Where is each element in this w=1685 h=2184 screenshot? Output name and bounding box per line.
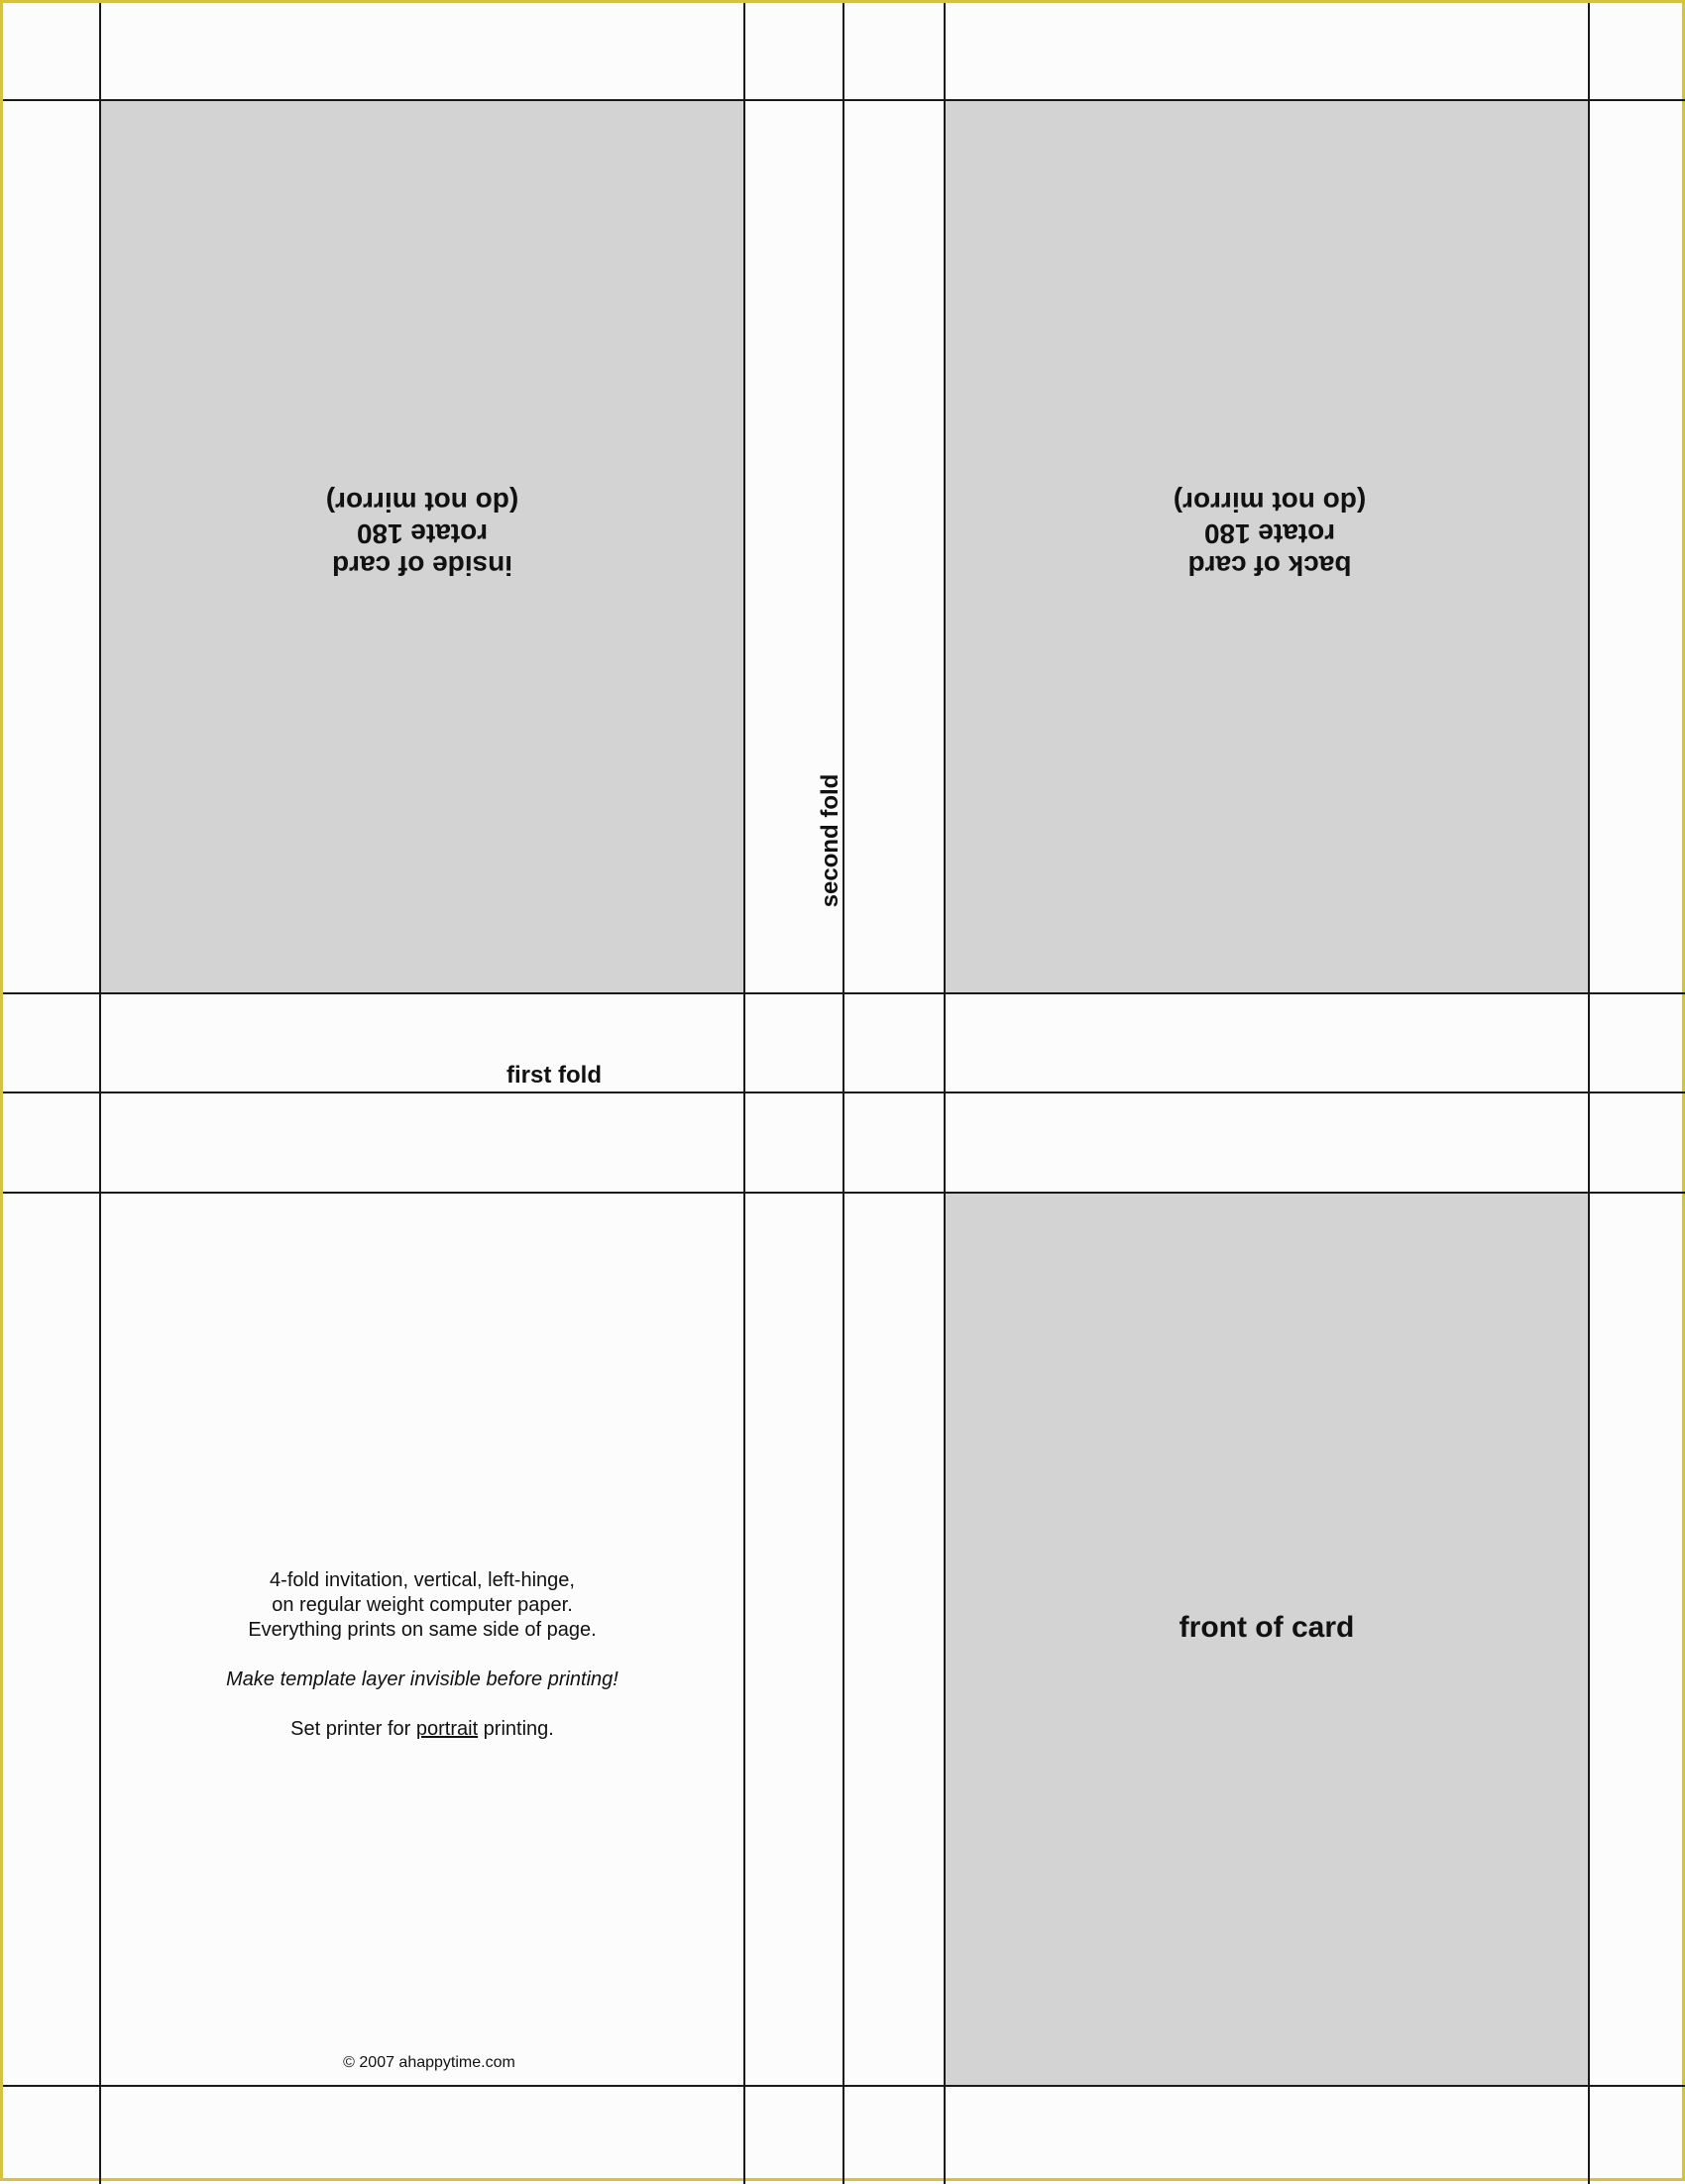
guide-line-vertical (743, 3, 745, 2184)
back-label-line3: (do not mirror) (1173, 487, 1367, 517)
guide-line-vertical (944, 3, 946, 2184)
back-label-line1: back of card (1187, 550, 1352, 581)
guide-line-vertical (99, 3, 101, 2184)
inside-label-line2: rotate 180 (356, 518, 489, 549)
printer-suffix: printing. (478, 1718, 554, 1740)
copyright-notice: © 2007 ahappytime.com (343, 2054, 515, 2071)
guide-line-horizontal (3, 992, 1685, 994)
back-of-card-label (1146, 486, 1394, 581)
inside-label-line3: (do not mirror) (325, 487, 519, 517)
printer-emphasis: portrait (415, 1718, 479, 1740)
second-fold-label: second fold (817, 773, 843, 908)
spacer (100, 1692, 744, 1717)
instructions-block (100, 1568, 744, 1742)
guide-line-horizontal (3, 1092, 1685, 1093)
instructions-printer-line (100, 1717, 744, 1742)
front-of-card-label: front of card (1179, 1611, 1355, 1644)
guide-line-vertical (1588, 3, 1590, 2184)
inside-label-line1: inside of card (331, 550, 513, 581)
guide-line-vertical (842, 3, 844, 2184)
guide-line-horizontal (3, 1192, 1685, 1194)
instructions-warning: Make template layer invisible before printing! (226, 1668, 618, 1690)
first-fold-label: first fold (506, 1062, 602, 1089)
spacer (100, 1643, 744, 1667)
back-label-line2: rotate 180 (1203, 518, 1336, 549)
instructions-line1: 4-fold invitation, vertical, left-hinge, (270, 1569, 575, 1591)
instructions-line2: on regular weight computer paper. (272, 1594, 573, 1616)
printer-prefix: Set printer for (290, 1718, 416, 1740)
guide-line-horizontal (3, 2085, 1685, 2087)
guide-line-horizontal (3, 99, 1685, 101)
inside-of-card-label (298, 486, 546, 581)
instructions-line3: Everything prints on same side of page. (248, 1619, 597, 1641)
